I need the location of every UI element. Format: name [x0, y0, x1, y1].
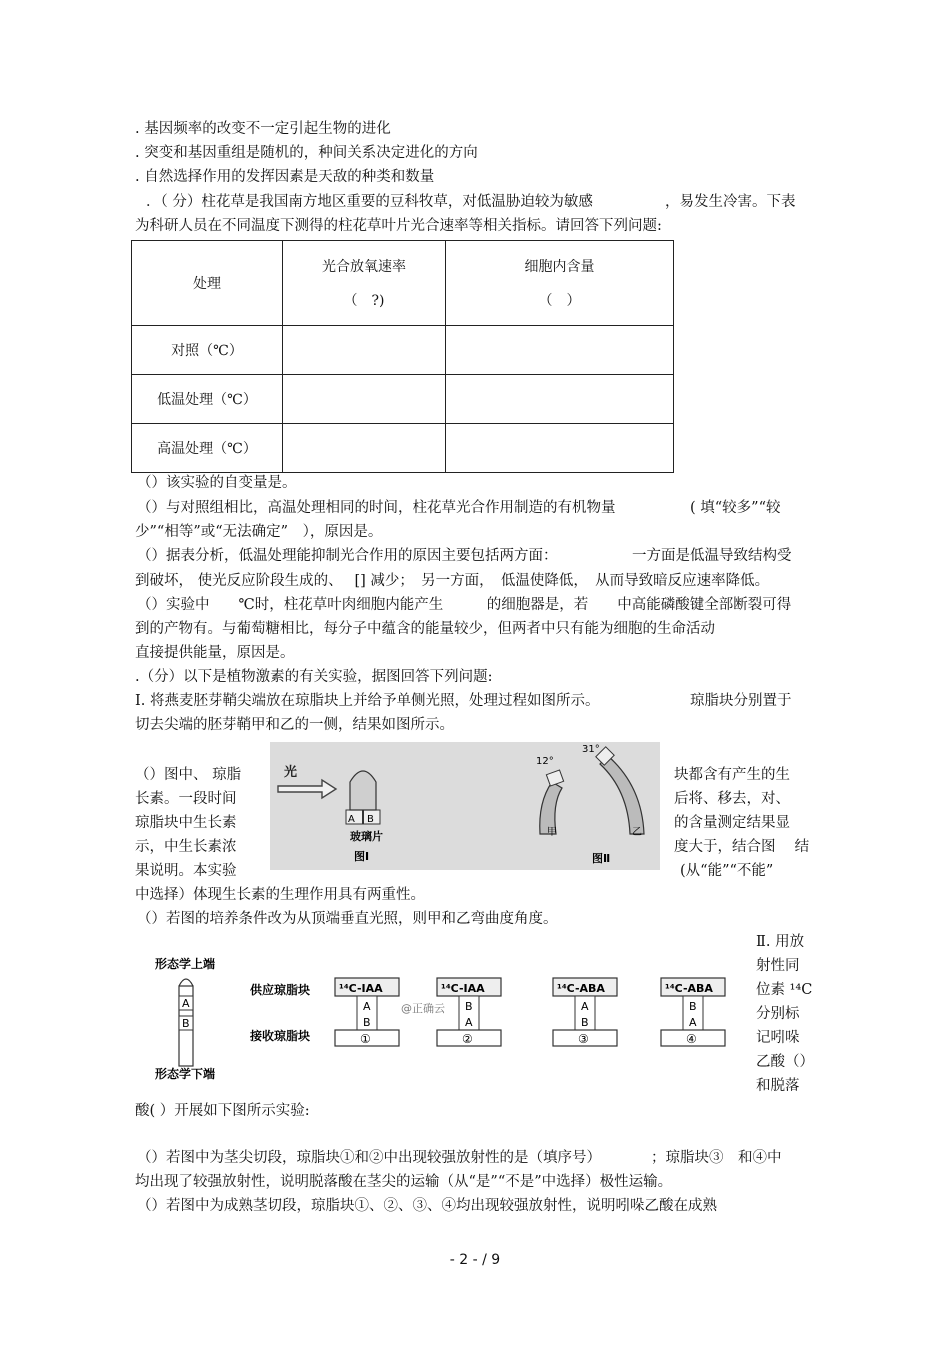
morph-bottom-label: 形态学下端 — [155, 1067, 216, 1080]
cell-empty — [446, 375, 674, 424]
answer-line-8: 直接提供能量，原因是。 — [135, 645, 295, 661]
data-table — [131, 240, 674, 473]
block-b-label: B — [367, 814, 374, 825]
side-line-5: 记吲哚 — [756, 1030, 800, 1046]
question-2: .（分）以下是植物激素的有关实验，据图回答下列问题: — [135, 669, 493, 685]
part-1-line-2: 切去尖端的胚芽鞘甲和乙的一侧，结果如图所示。 — [135, 717, 454, 733]
option-line-3: . 自然选择作用的发挥因素是天敌的种类和数量 — [135, 169, 435, 185]
figure-2-caption: 图Ⅱ — [592, 852, 611, 865]
page-number: - 2 - / 9 — [449, 1252, 501, 1268]
segment-3-top: A — [581, 1000, 589, 1013]
stem-tip — [179, 979, 193, 986]
header-content — [446, 241, 674, 326]
coleoptile-tip — [350, 771, 376, 810]
answer-line-2: （）与对照组相比，高温处理相同的时间，柱花草光合作用制造的有机物量 — [137, 500, 616, 516]
stem-label-b: B — [182, 1017, 190, 1030]
header-content-label: 细胞内含量 — [524, 259, 595, 275]
wrap-left-5: 果说明。本实验 — [135, 863, 237, 879]
question-intro-tail: ，易发生冷害。下表 — [665, 194, 796, 210]
wrap-left-3: 琼脂块中生长素 — [135, 815, 237, 831]
label-yi: 乙 — [632, 827, 642, 838]
cell-empty — [283, 424, 446, 473]
stem-label-a: A — [182, 997, 190, 1010]
header-rate — [283, 241, 446, 326]
wrap-line-7: （）若图的培养条件改为从顶端垂直光照，则甲和乙弯曲度角度。 — [137, 911, 558, 927]
row-high-temp: 高温处理（℃） — [132, 424, 283, 473]
cell-empty — [283, 375, 446, 424]
option-line-1: . 基因频率的改变不一定引起生物的进化 — [135, 121, 391, 137]
bottom-line-1: （）若图中为茎尖切段，琼脂块①和②中出现较强放射性的是（填序号） — [137, 1150, 601, 1166]
part-1-line-tail: 琼脂块分别置于 — [690, 693, 792, 709]
morph-top-label: 形态学上端 — [155, 957, 216, 971]
answer-line-4: （）据表分析，低温处理能抑制光合作用的原因主要包括两方面： — [137, 548, 558, 564]
bottom-line-2: 均出现了较强放射性，说明脱落酸在茎尖的运输（从“是”“不是”中选择）极性运输。 — [135, 1174, 673, 1190]
segment-4-top: B — [689, 1000, 697, 1013]
supply-label: 供应琼脂块 — [250, 983, 311, 997]
wrap-right-5: (从“能”“不能” — [680, 863, 774, 879]
watermark-text: @正确云 — [401, 1002, 445, 1015]
bottom-line-3: （）若图中为成熟茎切段，琼脂块①、②、③、④均出现较强放射性，说明吲哚乙酸在成熟 — [137, 1198, 717, 1214]
wrap-left-2: 长素。一段时间 — [135, 791, 237, 807]
header-treatment: 处理 — [132, 241, 283, 326]
supply-text-2: ¹⁴C-IAA — [441, 982, 485, 995]
receive-num-1: ① — [360, 1032, 371, 1046]
wrap-right-2: 后将、移去，对、 — [674, 791, 790, 807]
question-intro: ．（ 分）柱花草是我国南方地区重要的豆科牧草，对低温胁迫较为敏感 — [146, 194, 593, 210]
cell-empty — [446, 326, 674, 375]
receive-num-3: ③ — [578, 1032, 589, 1046]
wrap-left-1: （）图中、 琼脂 — [135, 767, 242, 783]
block-a-label: A — [348, 814, 355, 825]
row-control: 对照（℃） — [132, 326, 283, 375]
side-line-3: 位素 ¹⁴C — [756, 982, 813, 998]
segment-2-top: B — [465, 1000, 473, 1013]
light-arrow-icon — [278, 780, 336, 798]
wrap-right-1: 块都含有产生的生 — [674, 767, 790, 783]
segment-2-bottom: A — [465, 1016, 473, 1029]
figure-1-caption: 图Ⅰ — [354, 850, 370, 863]
receive-num-4: ④ — [686, 1032, 697, 1046]
side-line-8: 酸( ）开展如下图所示实验: — [135, 1103, 310, 1119]
wrap-right-4: 度大于，结合图 结 — [674, 839, 810, 855]
option-line-2: . 突变和基因重组是随机的，种间关系决定进化的方向 — [135, 145, 478, 161]
figure-1 — [270, 742, 660, 870]
supply-text-3: ¹⁴C-ABA — [557, 982, 605, 995]
label-jia: 甲 — [547, 827, 557, 838]
question-intro-2: 为科研人员在不同温度下测得的柱花草叶片光合速率等相关指标。请回答下列问题: — [135, 218, 662, 234]
answer-line-7: 到的产物有。与葡萄糖相比，每分子中蕴含的能量较少，但两者中只有能为细胞的生命活动 — [135, 621, 715, 637]
cell-empty — [446, 424, 674, 473]
angle-jia: 12° — [536, 756, 554, 767]
angle-yi: 31° — [582, 744, 600, 755]
receive-num-2: ② — [462, 1032, 473, 1046]
coleoptile-yi — [600, 756, 644, 834]
segment-1-top: A — [363, 1000, 371, 1013]
wrap-line-6: 中选择）体现生长素的生理作用具有两重性。 — [135, 887, 425, 903]
wrap-right-3: 的含量测定结果显 — [674, 815, 790, 831]
header-content-unit: （ ） — [538, 293, 581, 309]
side-line-4: 分别标 — [756, 1006, 800, 1022]
answer-line-5: 到破坏， 使光反应阶段生成的、 [] 减少； 另一方面， 低温使降低， 从而导致暗反应速率降低。 — [135, 573, 770, 589]
answer-line-3: 少”“相等”或“无法确定” ），原因是。 — [135, 524, 383, 540]
answer-line-6: （）实验中 ℃时，柱花草叶肉细胞内能产生 的细胞器是，若 中高能磷酸键全部断裂可得 — [137, 597, 792, 613]
side-line-1: Ⅱ. 用放 — [756, 934, 805, 950]
side-line-6: 乙酸（） — [756, 1054, 814, 1070]
light-label: 光 — [284, 765, 298, 780]
supply-text-1: ¹⁴C-IAA — [339, 982, 383, 995]
answer-line-1: （）该实验的自变量是。 — [137, 475, 297, 491]
cell-empty — [283, 326, 446, 375]
wrap-left-4: 示，中生长素浓 — [135, 839, 237, 855]
bottom-line-1-tail: ；琼脂块③ 和④中 — [651, 1150, 782, 1166]
part-1-line: Ⅰ. 将燕麦胚芽鞘尖端放在琼脂块上并给予单侧光照，处理过程如图所示。 — [135, 693, 600, 709]
receive-label: 接收琼脂块 — [250, 1029, 311, 1043]
row-low-temp: 低温处理（℃） — [132, 375, 283, 424]
answer-line-2-tail: ( 填“较多”“较 — [690, 500, 781, 516]
figure-2 — [135, 950, 745, 1080]
supply-text-4: ¹⁴C-ABA — [665, 982, 713, 995]
header-rate-label: 光合放氧速率 — [322, 259, 406, 275]
side-line-7: 和脱落 — [756, 1078, 800, 1094]
segment-4-bottom: A — [689, 1016, 697, 1029]
agar-on-jia — [546, 770, 563, 786]
header-rate-unit: （ ?) — [343, 293, 385, 309]
glass-label: 玻璃片 — [350, 830, 383, 843]
segment-3-bottom: B — [581, 1016, 589, 1029]
answer-line-4-tail: 一方面是低温导致结构受 — [632, 548, 792, 564]
segment-1-bottom: B — [363, 1016, 371, 1029]
side-line-2: 射性同 — [756, 958, 800, 974]
